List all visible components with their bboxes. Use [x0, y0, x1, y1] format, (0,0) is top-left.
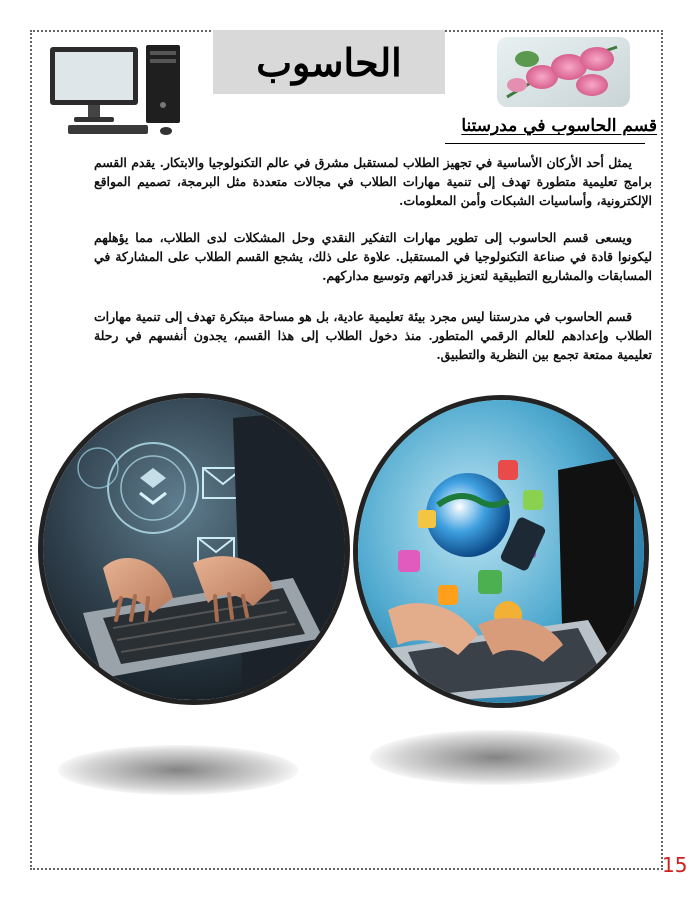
left-image-shadow [58, 745, 298, 795]
heading-underline [445, 143, 645, 144]
paragraph-2-text: ويسعى قسم الحاسوب إلى تطوير مهارات التفكير النقدي وحل المشكلات لدى الطلاب، مما يؤهلهم ليكونوا قادة في صناعة التكنولوجيا في المستقبل. علاوة على ذلك، يشجع القسم الطلاب على المشاركة في المسابقات والمشاريع التطبيقية لتعزيز قدراتهم وتوسيع مداركهم. [94, 230, 652, 283]
right-image-shadow [370, 730, 620, 785]
desktop-computer-icon [50, 45, 190, 137]
paragraph-3 [94, 307, 652, 364]
title-banner [213, 30, 445, 94]
flowers-image [497, 37, 630, 107]
paragraph-3-text: قسم الحاسوب في مدرستنا ليس مجرد بيئة تعليمية عادية، بل هو مساحة مبتكرة تهدف إلى تنمية مهارات الطلاب وإعدادهم للعالم الرقمي المتطور. منذ دخول الطلاب إلى هذا القسم، يجدون أنفسهم في رحلة تعليمية ممتعة تجمع بين النظرية والتطبيق. [94, 309, 652, 362]
paragraph-1-text: يمثل أحد الأركان الأساسية في تجهيز الطلاب لمستقبل مشرق في عالم التكنولوجيا والابتكار. يقدم القسم برامج تعليمية متطورة تهدف إلى تنمية مهارات الطلاب في مجالات متعددة مثل البرمجة، تصميم المواقع الإلكترونية، وأساسيات الشبكات وأمن المعلومات. [94, 155, 652, 208]
page-number: 15 [662, 853, 688, 877]
laptop-typing-image [38, 393, 350, 705]
laptop-apps-image [353, 395, 649, 708]
page-title: الحاسوب [256, 39, 402, 85]
paragraph-1 [94, 153, 652, 210]
section-heading: قسم الحاسوب في مدرستنا [461, 116, 657, 136]
paragraph-2 [94, 228, 652, 285]
